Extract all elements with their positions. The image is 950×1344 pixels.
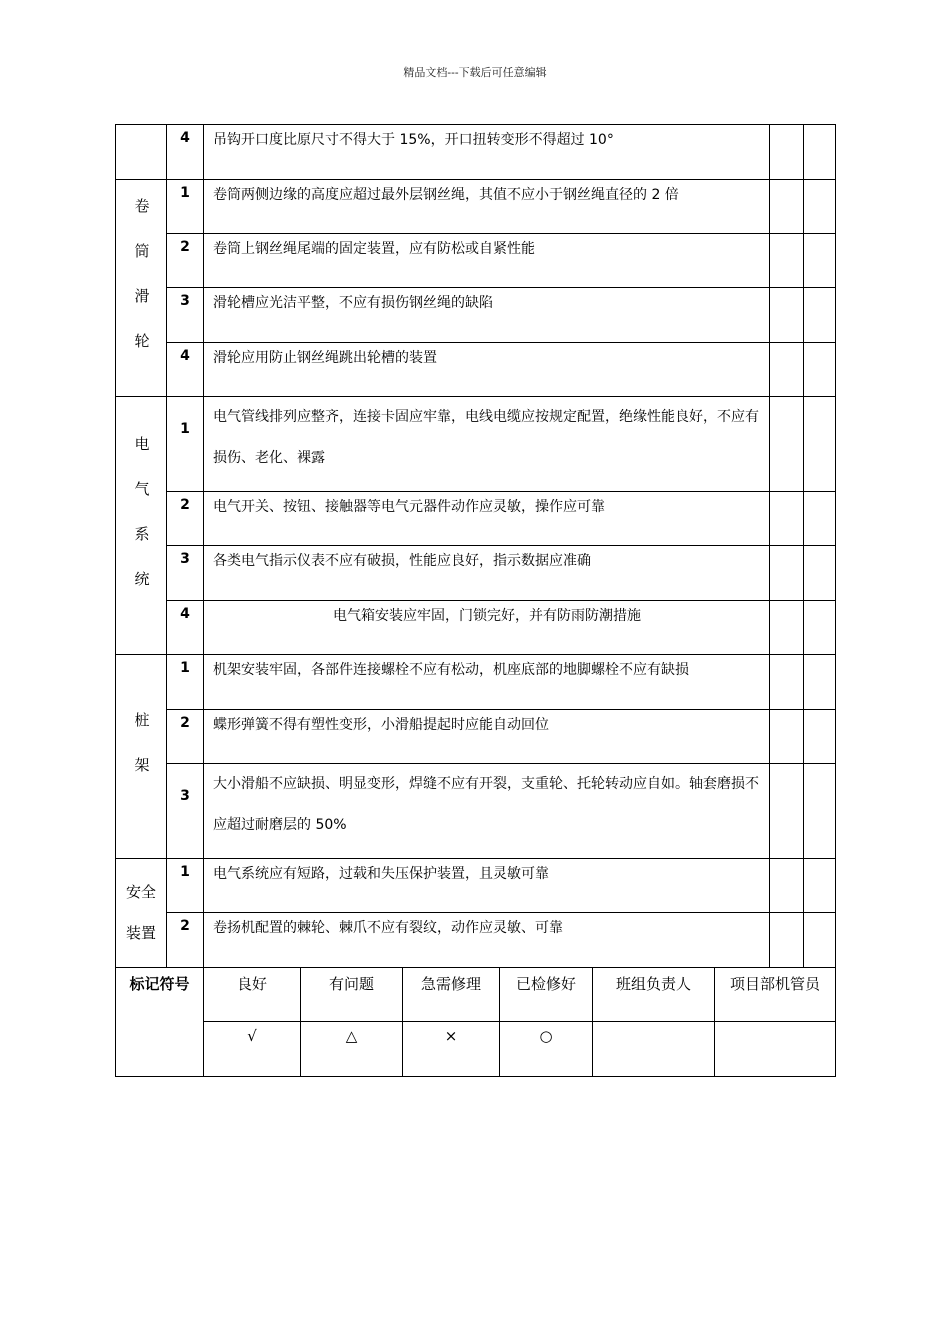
check-cell[interactable] xyxy=(804,180,836,234)
legend-header: 急需修理 xyxy=(403,968,500,1022)
equipment-manager-signature-cell[interactable] xyxy=(715,1022,836,1077)
category-cell-empty xyxy=(116,125,167,180)
item-description: 电气管线排列应整齐，连接卡固应牢靠，电线电缆应按规定配置，绝缘性能良好，不应有损伤、老化、裸露 xyxy=(204,397,770,492)
item-number: 4 xyxy=(167,125,204,180)
item-number: 2 xyxy=(167,234,204,288)
item-description: 电气箱安装应牢固，门锁完好，并有防雨防潮措施 xyxy=(204,601,770,655)
repaired-mark-symbol: ○ xyxy=(500,1022,593,1077)
legend-header: 良好 xyxy=(204,968,301,1022)
legend-label: 标记符号 xyxy=(116,968,204,1077)
check-cell[interactable] xyxy=(770,546,804,601)
item-description: 各类电气指示仪表不应有破损，性能应良好，指示数据应准确 xyxy=(204,546,770,601)
item-description: 大小滑船不应缺损、明显变形，焊缝不应有开裂，支重轮、托轮转动应自如。轴套磨损不应超过耐磨层的 50% xyxy=(204,764,770,859)
urgent-repair-mark-symbol: × xyxy=(403,1022,500,1077)
check-cell[interactable] xyxy=(770,288,804,343)
check-cell[interactable] xyxy=(804,492,836,546)
check-cell[interactable] xyxy=(804,601,836,655)
check-cell[interactable] xyxy=(804,655,836,710)
item-number: 4 xyxy=(167,601,204,655)
check-cell[interactable] xyxy=(770,234,804,288)
category-drum-pulley xyxy=(116,180,167,397)
item-description: 吊钩开口度比原尺寸不得大于 15%，开口扭转变形不得超过 10° xyxy=(204,125,770,180)
table-row xyxy=(116,125,836,180)
team-leader-signature-cell[interactable] xyxy=(593,1022,715,1077)
item-number: 4 xyxy=(167,343,204,397)
category-electrical xyxy=(116,397,167,655)
problem-mark-symbol: △ xyxy=(301,1022,403,1077)
item-description: 滑轮槽应光洁平整，不应有损伤钢丝绳的缺陷 xyxy=(204,288,770,343)
item-description: 电气系统应有短路，过载和失压保护装置，且灵敏可靠 xyxy=(204,859,770,913)
check-cell[interactable] xyxy=(804,343,836,397)
item-description: 卷筒两侧边缘的高度应超过最外层钢丝绳，其值不应小于钢丝绳直径的 2 倍 xyxy=(204,180,770,234)
check-cell[interactable] xyxy=(770,859,804,913)
check-cell[interactable] xyxy=(770,710,804,764)
check-cell[interactable] xyxy=(770,397,804,492)
table-row xyxy=(116,492,836,546)
legend-header: 有问题 xyxy=(301,968,403,1022)
table-row xyxy=(116,601,836,655)
item-description: 机架安装牢固，各部件连接螺栓不应有松动，机座底部的地脚螺栓不应有缺损 xyxy=(204,655,770,710)
item-description: 卷扬机配置的棘轮、棘爪不应有裂纹，动作应灵敏、可靠 xyxy=(204,913,770,968)
item-number: 2 xyxy=(167,492,204,546)
check-cell[interactable] xyxy=(804,234,836,288)
check-cell[interactable] xyxy=(804,913,836,968)
check-cell[interactable] xyxy=(770,764,804,859)
check-cell[interactable] xyxy=(804,710,836,764)
category-frame xyxy=(116,655,167,859)
table-row xyxy=(116,180,836,234)
legend-symbol-row xyxy=(116,1022,836,1077)
check-cell[interactable] xyxy=(804,859,836,913)
table-row xyxy=(116,859,836,913)
check-cell[interactable] xyxy=(804,125,836,180)
item-description: 蝶形弹簧不得有塑性变形，小滑船提起时应能自动回位 xyxy=(204,710,770,764)
item-number: 3 xyxy=(167,288,204,343)
legend-header: 项目部机管员 xyxy=(715,968,836,1022)
legend-header-row xyxy=(116,968,836,1022)
item-description: 卷筒上钢丝绳尾端的固定装置，应有防松或自紧性能 xyxy=(204,234,770,288)
check-cell[interactable] xyxy=(804,764,836,859)
table-row xyxy=(116,655,836,710)
check-cell[interactable] xyxy=(770,125,804,180)
item-number: 1 xyxy=(167,655,204,710)
inspection-table xyxy=(115,124,836,1077)
legend-header: 班组负责人 xyxy=(593,968,715,1022)
item-number: 1 xyxy=(167,397,204,492)
category-safety xyxy=(116,859,167,968)
check-cell[interactable] xyxy=(770,913,804,968)
check-cell[interactable] xyxy=(804,546,836,601)
item-description: 滑轮应用防止钢丝绳跳出轮槽的装置 xyxy=(204,343,770,397)
table-row xyxy=(116,764,836,859)
table-row xyxy=(116,288,836,343)
category-label: 卷筒滑轮 xyxy=(132,198,151,378)
item-number: 2 xyxy=(167,710,204,764)
table-row xyxy=(116,913,836,968)
category-label: 桩架 xyxy=(132,711,151,802)
check-cell[interactable] xyxy=(804,288,836,343)
table-row xyxy=(116,710,836,764)
item-number: 2 xyxy=(167,913,204,968)
item-number: 3 xyxy=(167,764,204,859)
table-row xyxy=(116,546,836,601)
item-number: 1 xyxy=(167,859,204,913)
table-row xyxy=(116,343,836,397)
legend-header: 已检修好 xyxy=(500,968,593,1022)
page-header: 精品文档---下载后可任意编辑 xyxy=(403,66,547,79)
category-label: 安全装置 xyxy=(125,883,156,942)
table-row xyxy=(116,234,836,288)
check-cell[interactable] xyxy=(804,397,836,492)
item-number: 3 xyxy=(167,546,204,601)
check-cell[interactable] xyxy=(770,180,804,234)
check-cell[interactable] xyxy=(770,655,804,710)
check-cell[interactable] xyxy=(770,601,804,655)
table-row xyxy=(116,397,836,492)
check-cell[interactable] xyxy=(770,492,804,546)
good-mark-symbol: √ xyxy=(204,1022,301,1077)
item-number: 1 xyxy=(167,180,204,234)
check-cell[interactable] xyxy=(770,343,804,397)
item-description: 电气开关、按钮、接触器等电气元器件动作应灵敏，操作应可靠 xyxy=(204,492,770,546)
category-label: 电气系统 xyxy=(132,435,151,616)
